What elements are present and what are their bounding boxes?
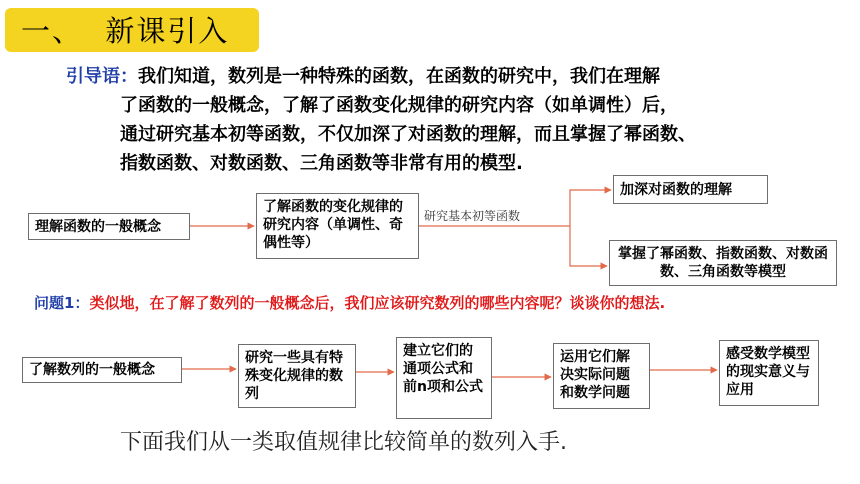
d2-box-apply: 运用它们解决实际问题和数学问题: [553, 343, 650, 409]
intro-line-3: 通过研究基本初等函数，不仅加深了对函数的理解，而且掌握了幂函数、: [120, 124, 696, 145]
arrow-d1-up: [570, 190, 611, 226]
section-title-banner: [5, 8, 259, 52]
d1-box-function-variation: 了解函数的变化规律的研究内容（单调性、奇偶性等）: [256, 193, 419, 259]
question-1-label: 问题1：: [34, 294, 90, 312]
d1-box-understand-function: 理解函数的一般概念: [28, 213, 190, 240]
d1-edge-label: 研究基本初等函数: [424, 209, 521, 223]
d1-box-deepen: 加深对函数的理解: [613, 175, 768, 204]
d2-box-special-sequences: 研究一些具有特殊变化规律的数列: [238, 344, 356, 408]
intro-line-1: 我们知道，数列是一种特殊的函数，在函数的研究中，我们在理解: [138, 66, 660, 87]
d2-box-understand-sequence: 了解数列的一般概念: [22, 357, 182, 383]
section-title: 一、 新课引入: [21, 14, 230, 48]
arrow-d1-down: [570, 226, 607, 266]
d2-box-formulas: 建立它们的通项公式和前n项和公式: [396, 337, 492, 419]
intro-lead-label: 引导语：: [66, 66, 138, 87]
d1-box-master-models: 掌握了幂函数、指数函数、对数函数、三角函数等模型: [609, 240, 837, 286]
question-1: [34, 292, 665, 313]
intro-paragraph: [66, 62, 836, 178]
d2-box-feel-models: 感受数学模型的现实意义与应用: [719, 340, 819, 406]
intro-line-4: 指数函数、对数函数、三角函数等非常有用的模型.: [120, 153, 523, 174]
intro-line-2: 了函数的一般概念，了解了函数变化规律的研究内容（如单调性）后，: [120, 95, 678, 116]
question-1-text: 类似地，在了解了数列的一般概念后，我们应该研究数列的哪些内容呢？谈谈你的想法.: [89, 294, 666, 312]
closing-sentence: 下面我们从一类取值规律比较简单的数列入手.: [120, 430, 567, 455]
